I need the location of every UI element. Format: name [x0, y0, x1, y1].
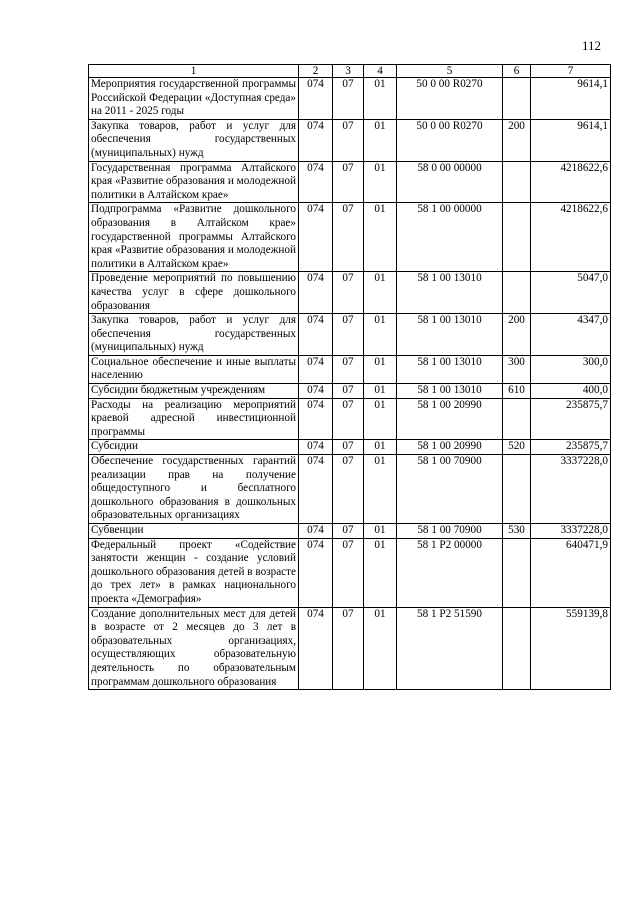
- amount-cell: 3337228,0: [531, 455, 611, 524]
- section-code-cell: 07: [333, 538, 364, 607]
- section-code-cell: 07: [333, 455, 364, 524]
- expense-name-cell: Проведение мероприятий по повышению качества услуг в сфере дошкольного образования: [89, 272, 299, 314]
- target-article-cell: 58 1 00 20990: [397, 440, 503, 455]
- ministry-code-cell: 074: [299, 440, 333, 455]
- expense-name-cell: Обеспечение государственных гарантий реализации прав на получение общедоступного и бесплатного дошкольного образования в дошкольных образовательных организациях: [89, 455, 299, 524]
- table-row: [89, 455, 611, 524]
- expense-type-cell: 520: [503, 440, 531, 455]
- ministry-code-cell: 074: [299, 272, 333, 314]
- amount-cell: 400,0: [531, 384, 611, 399]
- section-code-cell: 07: [333, 78, 364, 120]
- target-article-cell: 58 1 00 13010: [397, 384, 503, 399]
- ministry-code-cell: 074: [299, 384, 333, 399]
- expense-type-cell: [503, 161, 531, 203]
- subsection-code-cell: 01: [364, 538, 397, 607]
- subsection-code-cell: 01: [364, 119, 397, 161]
- table-row: [89, 119, 611, 161]
- expense-name-cell: Закупка товаров, работ и услуг для обеспечения государственных (муниципальных) нужд: [89, 119, 299, 161]
- ministry-code-cell: 074: [299, 161, 333, 203]
- ministry-code-cell: 074: [299, 538, 333, 607]
- expense-type-cell: 610: [503, 384, 531, 399]
- section-code-cell: 07: [333, 314, 364, 356]
- column-header: 4: [364, 65, 397, 78]
- table-row: [89, 384, 611, 399]
- column-header: 1: [89, 65, 299, 78]
- section-code-cell: 07: [333, 384, 364, 399]
- expense-type-cell: [503, 607, 531, 690]
- expense-type-cell: 300: [503, 355, 531, 383]
- expense-type-cell: 530: [503, 524, 531, 539]
- section-code-cell: 07: [333, 524, 364, 539]
- table-row: [89, 524, 611, 539]
- ministry-code-cell: 074: [299, 455, 333, 524]
- subsection-code-cell: 01: [364, 455, 397, 524]
- subsection-code-cell: 01: [364, 203, 397, 272]
- table-row: [89, 272, 611, 314]
- target-article-cell: 58 1 P2 51590: [397, 607, 503, 690]
- target-article-cell: 50 0 00 R0270: [397, 119, 503, 161]
- subsection-code-cell: 01: [364, 384, 397, 399]
- column-header: 6: [503, 65, 531, 78]
- expense-name-cell: Государственная программа Алтайского края «Развитие образования и молодежной политики в Алтайском крае»: [89, 161, 299, 203]
- ministry-code-cell: 074: [299, 524, 333, 539]
- subsection-code-cell: 01: [364, 607, 397, 690]
- ministry-code-cell: 074: [299, 607, 333, 690]
- expense-name-cell: Подпрограмма «Развитие дошкольного образования в Алтайском крае» государственной программы Алтайского края «Развитие образования и молодежной политики в Алтайском крае»: [89, 203, 299, 272]
- expense-name-cell: Создание дополнительных мест для детей в возрасте от 2 месяцев до 3 лет в образовательных организациях, осуществляющих образовательную деятельность по образовательным программам дошкольного образования: [89, 607, 299, 690]
- expense-name-cell: Закупка товаров, работ и услуг для обеспечения государственных (муниципальных) нужд: [89, 314, 299, 356]
- column-header: 3: [333, 65, 364, 78]
- amount-cell: 3337228,0: [531, 524, 611, 539]
- expense-name-cell: Субвенции: [89, 524, 299, 539]
- expense-type-cell: [503, 455, 531, 524]
- expense-type-cell: [503, 78, 531, 120]
- amount-cell: 235875,7: [531, 398, 611, 440]
- amount-cell: 235875,7: [531, 440, 611, 455]
- subsection-code-cell: 01: [364, 78, 397, 120]
- expense-type-cell: [503, 538, 531, 607]
- section-code-cell: 07: [333, 161, 364, 203]
- section-code-cell: 07: [333, 607, 364, 690]
- subsection-code-cell: 01: [364, 272, 397, 314]
- column-header: 5: [397, 65, 503, 78]
- target-article-cell: 58 0 00 00000: [397, 161, 503, 203]
- target-article-cell: 58 1 00 13010: [397, 355, 503, 383]
- ministry-code-cell: 074: [299, 119, 333, 161]
- subsection-code-cell: 01: [364, 314, 397, 356]
- target-article-cell: 58 1 00 13010: [397, 272, 503, 314]
- expense-type-cell: [503, 398, 531, 440]
- target-article-cell: 50 0 00 R0270: [397, 78, 503, 120]
- page-number: 112: [581, 38, 601, 53]
- amount-cell: 640471,9: [531, 538, 611, 607]
- table-row: [89, 607, 611, 690]
- table-row: [89, 440, 611, 455]
- target-article-cell: 58 1 00 00000: [397, 203, 503, 272]
- section-code-cell: 07: [333, 119, 364, 161]
- target-article-cell: 58 1 00 13010: [397, 314, 503, 356]
- subsection-code-cell: 01: [364, 440, 397, 455]
- expense-name-cell: Субсидии: [89, 440, 299, 455]
- table-row: [89, 314, 611, 356]
- ministry-code-cell: 074: [299, 203, 333, 272]
- amount-cell: 5047,0: [531, 272, 611, 314]
- ministry-code-cell: 074: [299, 78, 333, 120]
- section-code-cell: 07: [333, 440, 364, 455]
- table-row: [89, 355, 611, 383]
- expense-name-cell: Субсидии бюджетным учреждениям: [89, 384, 299, 399]
- target-article-cell: 58 1 00 70900: [397, 524, 503, 539]
- ministry-code-cell: 074: [299, 398, 333, 440]
- amount-cell: 4218622,6: [531, 161, 611, 203]
- amount-cell: 559139,8: [531, 607, 611, 690]
- target-article-cell: 58 1 00 20990: [397, 398, 503, 440]
- expense-type-cell: [503, 272, 531, 314]
- target-article-cell: 58 1 P2 00000: [397, 538, 503, 607]
- table-body: [89, 78, 611, 690]
- table-row: [89, 538, 611, 607]
- expense-name-cell: Расходы на реализацию мероприятий краевой адресной инвестиционной программы: [89, 398, 299, 440]
- table-row: [89, 398, 611, 440]
- subsection-code-cell: 01: [364, 524, 397, 539]
- column-header: 2: [299, 65, 333, 78]
- table-row: [89, 78, 611, 120]
- subsection-code-cell: 01: [364, 398, 397, 440]
- amount-cell: 9614,1: [531, 119, 611, 161]
- amount-cell: 4347,0: [531, 314, 611, 356]
- amount-cell: 9614,1: [531, 78, 611, 120]
- table-row: [89, 203, 611, 272]
- amount-cell: 4218622,6: [531, 203, 611, 272]
- budget-table: [88, 64, 611, 690]
- section-code-cell: 07: [333, 203, 364, 272]
- target-article-cell: 58 1 00 70900: [397, 455, 503, 524]
- expense-type-cell: 200: [503, 314, 531, 356]
- subsection-code-cell: 01: [364, 161, 397, 203]
- ministry-code-cell: 074: [299, 314, 333, 356]
- subsection-code-cell: 01: [364, 355, 397, 383]
- amount-cell: 300,0: [531, 355, 611, 383]
- expense-name-cell: Мероприятия государственной программы Российской Федерации «Доступная среда» на 2011 - 2025 годы: [89, 78, 299, 120]
- column-header: 7: [531, 65, 611, 78]
- expense-name-cell: Социальное обеспечение и иные выплаты населению: [89, 355, 299, 383]
- section-code-cell: 07: [333, 398, 364, 440]
- ministry-code-cell: 074: [299, 355, 333, 383]
- table-row: [89, 161, 611, 203]
- section-code-cell: 07: [333, 272, 364, 314]
- header-row: [89, 65, 611, 78]
- expense-name-cell: Федеральный проект «Содействие занятости женщин - создание условий дошкольного образования детей в возрасте до трех лет» в рамках национального проекта «Демография»: [89, 538, 299, 607]
- expense-type-cell: 200: [503, 119, 531, 161]
- expense-type-cell: [503, 203, 531, 272]
- section-code-cell: 07: [333, 355, 364, 383]
